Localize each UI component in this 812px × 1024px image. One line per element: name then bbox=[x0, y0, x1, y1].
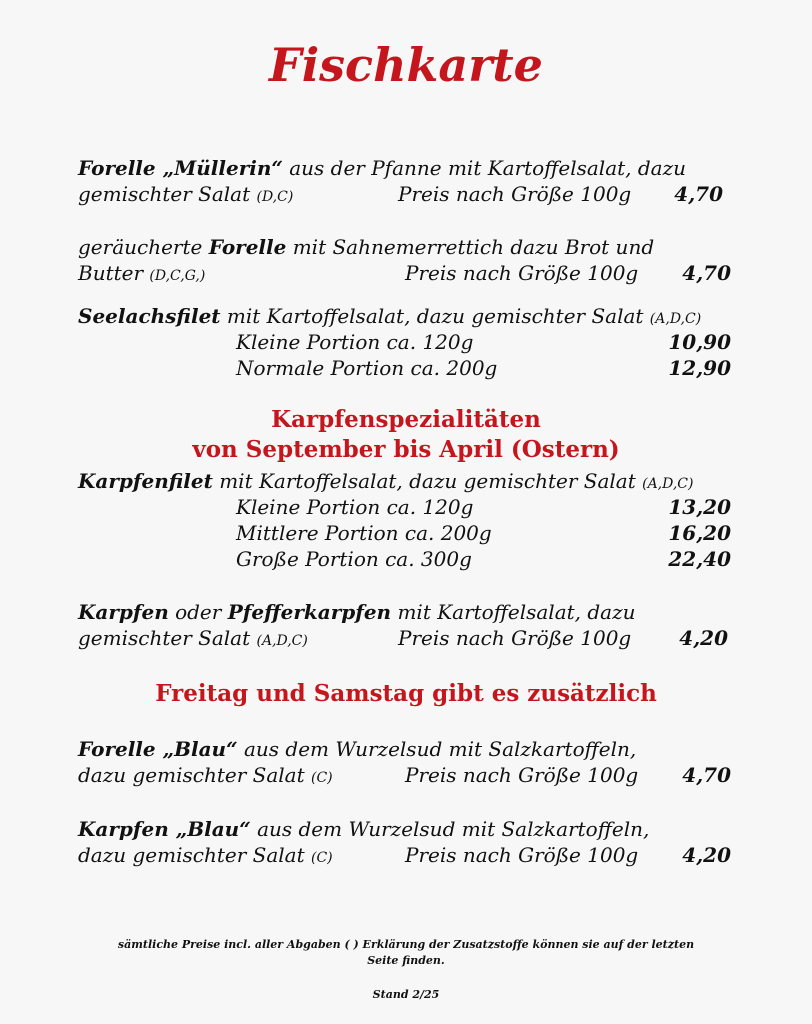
allergen-codes: (D,C,G,) bbox=[149, 268, 206, 284]
item-description: aus der Pfanne mit Kartoffelsalat, dazu bbox=[282, 156, 687, 180]
footer-note-line2: Seite finden. bbox=[367, 954, 445, 967]
item-name: Karpfenfilet bbox=[78, 469, 213, 493]
item-description: oder bbox=[168, 600, 228, 624]
footer-stand: Stand 2/25 bbox=[372, 988, 440, 1001]
portion-label: Große Portion ca. 300g bbox=[236, 547, 472, 571]
item-description: Butter bbox=[78, 261, 150, 285]
item-description: aus dem Wurzelsud mit Salzkartoffeln, bbox=[237, 737, 637, 761]
item-name: Pfefferkarpfen bbox=[227, 600, 392, 624]
item-forelle-muellerin-line1 bbox=[78, 155, 686, 181]
item-description: mit Kartoffelsalat, dazu gemischter Salat bbox=[220, 304, 650, 328]
item-description: gemischter Salat bbox=[78, 626, 257, 650]
item-forelle-geraeuchert-line1 bbox=[78, 234, 654, 260]
portion-price: 13,20 bbox=[668, 495, 731, 519]
section-heading-freitag: Freitag und Samstag gibt es zusätzlich bbox=[155, 680, 657, 707]
allergen-codes: (A,D,C) bbox=[642, 476, 694, 492]
item-description: dazu gemischter Salat bbox=[78, 843, 311, 867]
item-price: 4,70 bbox=[682, 763, 731, 787]
item-name: Forelle „Müllerin“ bbox=[78, 156, 283, 180]
item-forelle-blau-line1 bbox=[78, 736, 636, 762]
portion-label: Mittlere Portion ca. 200g bbox=[236, 521, 492, 545]
item-name: Forelle bbox=[208, 235, 287, 259]
item-forelle-muellerin-line2 bbox=[78, 181, 293, 210]
portion-price: 22,40 bbox=[668, 547, 731, 571]
item-description: aus dem Wurzelsud mit Salzkartoffeln, bbox=[250, 817, 650, 841]
size-note: Preis nach Größe 100g bbox=[405, 763, 639, 787]
footer-note-line1: sämtliche Preise incl. aller Abgaben ( ) Erklärung der Zusatzstoffe können sie auf der letzten bbox=[117, 938, 695, 951]
allergen-codes: (D,C) bbox=[256, 189, 294, 205]
item-karpfen-blau-line1 bbox=[78, 816, 649, 842]
item-price: 4,70 bbox=[674, 182, 723, 206]
portion-price: 10,90 bbox=[668, 330, 731, 354]
item-price: 4,20 bbox=[679, 626, 728, 650]
portion-price: 12,90 bbox=[668, 356, 731, 380]
section-heading-karpfen-season: von September bis April (Ostern) bbox=[192, 436, 620, 463]
portion-label: Normale Portion ca. 200g bbox=[236, 356, 498, 380]
item-name: Seelachsfilet bbox=[78, 304, 221, 328]
item-description: dazu gemischter Salat bbox=[78, 763, 311, 787]
item-forelle-geraeuchert-line2 bbox=[78, 260, 205, 289]
item-description: mit Sahnemerrettich dazu Brot und bbox=[286, 235, 655, 259]
page-title: Fischkarte bbox=[269, 38, 543, 92]
item-seelachsfilet bbox=[78, 303, 701, 332]
item-forelle-blau-line2 bbox=[78, 762, 333, 791]
size-note: Preis nach Größe 100g bbox=[398, 626, 632, 650]
item-name: Karpfen „Blau“ bbox=[78, 817, 251, 841]
item-description: mit Kartoffelsalat, dazu bbox=[391, 600, 636, 624]
allergen-codes: (A,D,C) bbox=[256, 633, 308, 649]
item-name: Forelle „Blau“ bbox=[78, 737, 238, 761]
item-description: geräucherte bbox=[78, 235, 209, 259]
allergen-codes: (A,D,C) bbox=[649, 311, 702, 327]
item-description: gemischter Salat bbox=[78, 182, 257, 206]
allergen-codes: (C) bbox=[310, 850, 333, 866]
item-karpfen-blau-line2 bbox=[78, 842, 333, 871]
portion-label: Kleine Portion ca. 120g bbox=[236, 330, 474, 354]
portion-price: 16,20 bbox=[668, 521, 731, 545]
item-karpfen-line2 bbox=[78, 625, 308, 654]
size-note: Preis nach Größe 100g bbox=[405, 261, 639, 285]
item-price: 4,70 bbox=[682, 261, 731, 285]
item-price: 4,20 bbox=[682, 843, 731, 867]
item-description: mit Kartoffelsalat, dazu gemischter Salat bbox=[212, 469, 643, 493]
item-karpfen-line1 bbox=[78, 599, 636, 625]
item-karpfenfilet bbox=[78, 468, 693, 497]
section-heading-karpfen: Karpfenspezialitäten bbox=[271, 406, 541, 433]
size-note: Preis nach Größe 100g bbox=[398, 182, 632, 206]
portion-label: Kleine Portion ca. 120g bbox=[236, 495, 474, 519]
size-note: Preis nach Größe 100g bbox=[405, 843, 639, 867]
allergen-codes: (C) bbox=[310, 770, 333, 786]
item-name: Karpfen bbox=[78, 600, 169, 624]
